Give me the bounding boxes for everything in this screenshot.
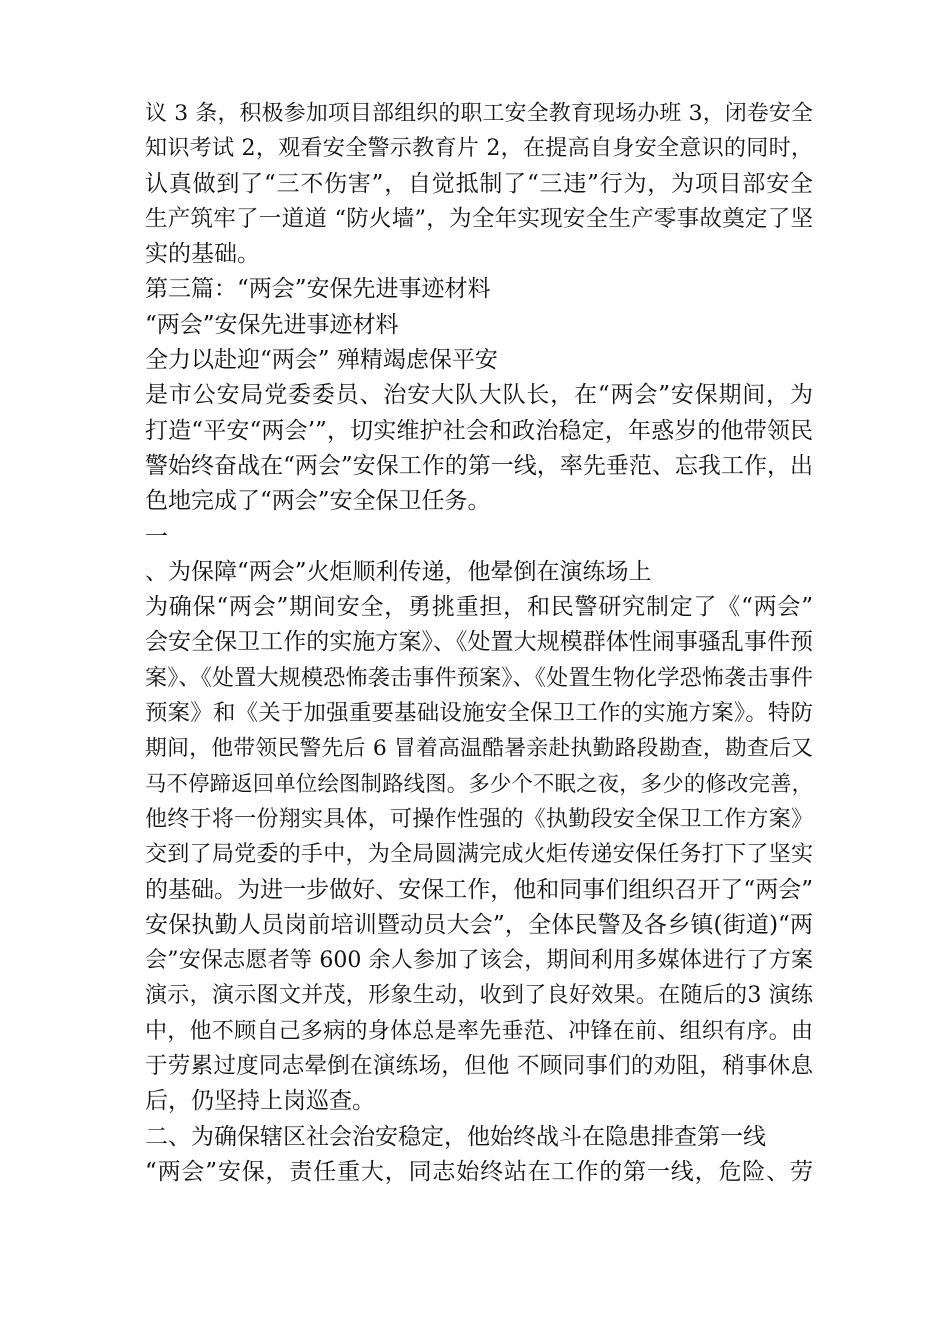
text-line: 议 3 条，积极参加项目部组织的职工安全教育现场办班 3，闭卷安全	[145, 101, 813, 126]
article-title: “两会”安保先进事迹材料	[145, 311, 399, 338]
text-line: 安保执勤人员岗前培训暨动员大会”，全体民警及各乡镇(街道)“两	[145, 911, 813, 938]
text-line: 是市公安局党委委员、治安大队大队长，在“两会”安保期间，为	[145, 382, 813, 409]
text-line: 打造“平安“两会’”，切实维护社会和政治稳定，年惑岁的他带领民	[145, 417, 813, 444]
article-subtitle: 全力以赴迎“两会” 殚精竭虑保平安	[145, 347, 498, 374]
text-line: 实的基础。	[145, 241, 260, 268]
text-line: 于劳累过度同志晕倒在演练场，但他 不顾同事们的劝阻，稍事休息	[145, 1053, 813, 1080]
section-heading: 第三篇：“两会”安保先进事迹材料	[145, 276, 491, 303]
text-line: 案》、《处置大规模恐怖袭击事件预案》、《处置生物化学恐怖袭击事件	[145, 665, 813, 691]
text-line: 生产筑牢了一道道 “防火墙”，为全年实现安全生产零事故奠定了坚	[145, 205, 813, 232]
text-line: 他终于将一份翔实具体，可操作性强的《执勤段安全保卫工作方案》	[145, 806, 813, 832]
text-line: 会”安保志愿者等 600 余人参加了该会，期间利用多媒体进行了方案	[145, 948, 813, 974]
text-line: 的基础。为进一步做好、安保工作，他和同事们组织召开了“两会”	[145, 876, 813, 903]
text-line: “两会”安保，责任重大，同志始终站在工作的第一线，危险、劳	[145, 1158, 813, 1185]
text-line: 为确保“两会”期间安全，勇挑重担，和民警研究制定了《“两会”	[145, 594, 813, 621]
text-line: 知识考试 2，观看安全警示教育片 2，在提高自身安全意识的同时，	[145, 135, 813, 162]
text-line: 中，他不顾自己多病的身体总是率先垂范、冲锋在前、组织有序。由	[145, 1018, 813, 1044]
document-body	[145, 96, 813, 1190]
text-line: 演示，演示图文并茂，形象生动，收到了良好效果。在随后的3 演练	[145, 983, 813, 1009]
text-line: 预案》和《关于加强重要基础设施安全保卫工作的实施方案》。特防	[145, 700, 813, 727]
text-line: 认真做到了“三不伤害”，自觉抵制了“三违”行为，为项目部安全	[145, 170, 813, 197]
section-number: 一	[145, 523, 168, 550]
section-heading: 二、为确保辖区社会治安稳定，他始终战斗在隐患排查第一线	[145, 1123, 766, 1150]
text-line: 期间，他带领民警先后 6 冒着高温酷暑亲赴执勤路段勘查，勘查后又	[145, 736, 813, 762]
text-line: 后，仍坚持上岗巡查。	[145, 1088, 375, 1115]
section-heading: 、为保障“两会”火炬顺利传递，他晕倒在演练场上	[145, 558, 652, 585]
text-line: 马不停蹄返回单位绘图制路线图。多少个不眠之夜，多少的修改完善，	[145, 771, 813, 797]
text-line: 警始终奋战在“两会”安保工作的第一线，率先垂范、忘我工作，出	[145, 452, 813, 479]
text-line: 交到了局党委的手中，为全局圆满完成火炬传递安保任务打下了坚实	[145, 842, 813, 868]
text-line: 会安全保卫工作的实施方案》、《处置大规模群体性闹事骚乱事件预	[145, 629, 813, 656]
text-line: 色地完成了“两会”安全保卫任务。	[145, 488, 491, 515]
